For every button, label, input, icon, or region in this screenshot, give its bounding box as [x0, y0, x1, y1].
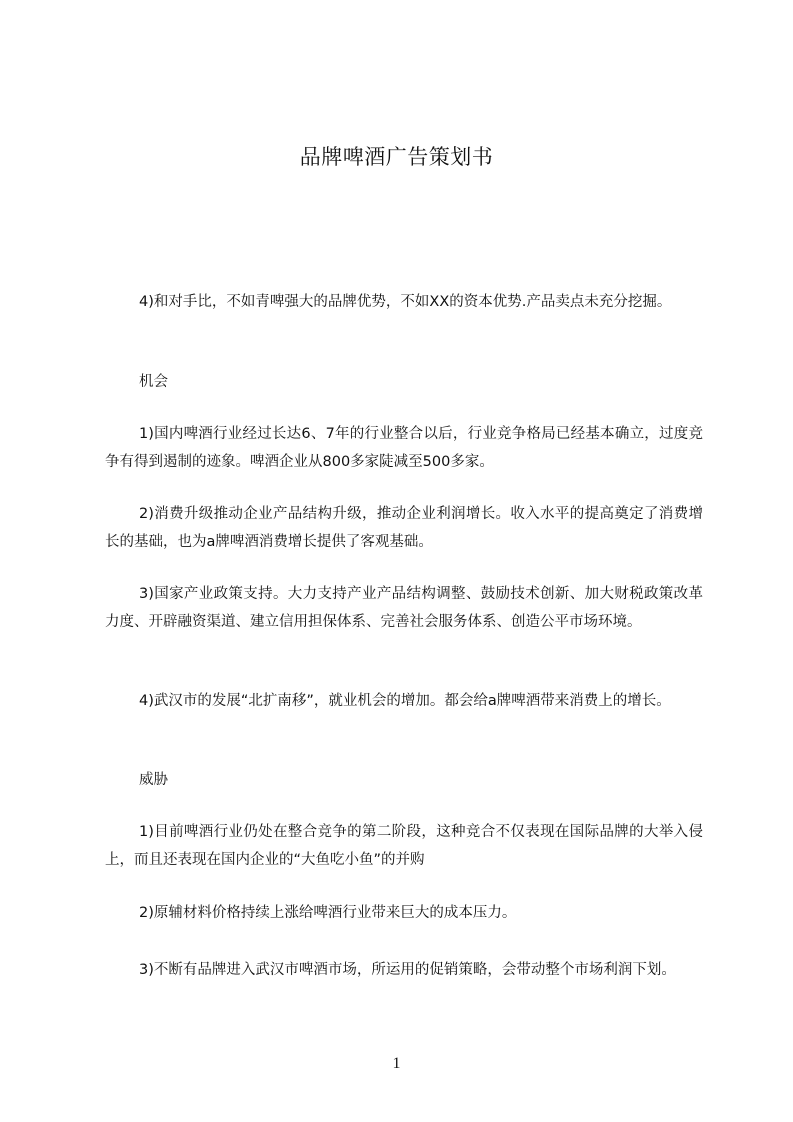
paragraph-threat-3: 3)不断有品牌进入武汉市啤酒市场，所运用的促销策略，会带动整个市场利润下划。: [139, 962, 676, 978]
paragraph-threat-2: 2)原辅材料价格持续上涨给啤酒行业带来巨大的成本压力。: [139, 905, 517, 921]
paragraph-threat-1: 1)目前啤酒行业仍处在整合竞争的第二阶段，这种竞合不仅表现在国际品牌的大举入侵上，而且还表现在国内企业的“大鱼吃小鱼”的并购: [105, 824, 703, 868]
document-title: 品牌啤酒广告策划书: [299, 145, 494, 169]
paragraph-weakness-4: 4)和对手比，不如青啤强大的品牌优势，不如XX的资本优势.产品卖点未充分挖掘。: [139, 294, 672, 310]
paragraph-opportunity-1: 1)国内啤酒行业经过长达6、7年的行业整合以后，行业竞争格局已经基本确立，过度竞争有得到遏制的迹象。啤酒企业从800多家陡减至500多家。: [105, 426, 703, 470]
section-heading-opportunity: 机会: [139, 374, 168, 390]
section-heading-threat: 威胁: [139, 772, 168, 788]
paragraph-opportunity-4: 4)武汉市的发展“北扩南移”，就业机会的增加。都会给a牌啤酒带来消费上的增长。: [139, 693, 671, 709]
page-number: 1: [392, 1055, 401, 1072]
paragraph-opportunity-2: 2)消费升级推动企业产品结构升级，推动企业利润增长。收入水平的提高奠定了消费增长的基础，也为a牌啤酒消费增长提供了客观基础。: [105, 506, 703, 550]
paragraph-opportunity-3: 3)国家产业政策支持。大力支持产业产品结构调整、鼓励技术创新、加大财税政策改革力度、开辟融资渠道、建立信用担保体系、完善社会服务体系、创造公平市场环境。: [105, 586, 703, 630]
